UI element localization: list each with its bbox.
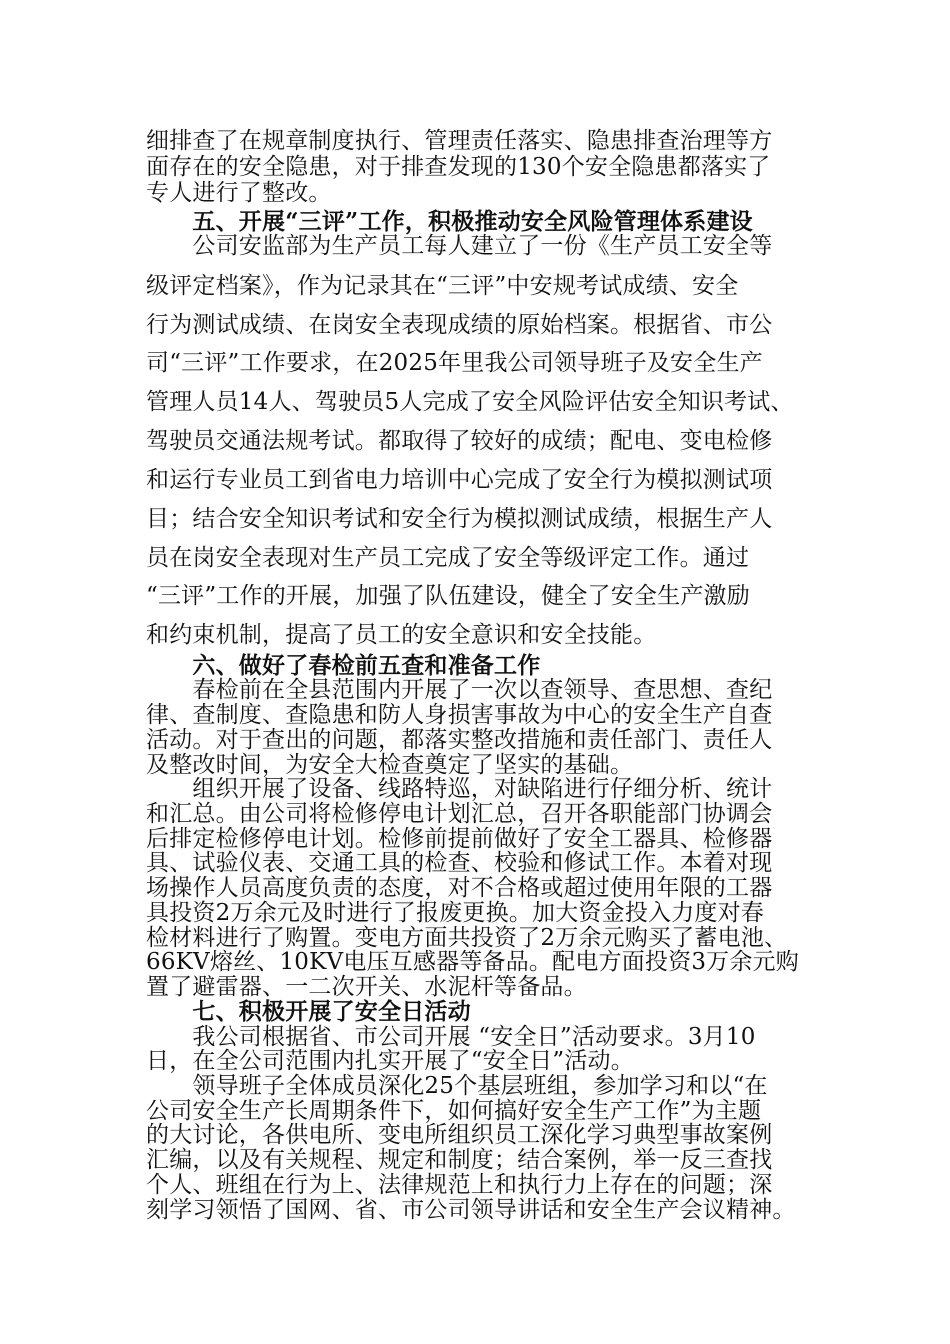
body-text-line: 和运行专业员工到省电力培训中心完成了安全行为模拟测试项 [146, 467, 773, 493]
body-text-line: 汇编，以及有关规程、规定和制度；结合案例，举一反三查找 [146, 1147, 773, 1173]
body-text-line: 和汇总。由公司将检修停电计划汇总，召开各职能部门协调会 [146, 801, 773, 827]
section-heading: 六、做好了春检前五查和准备工作 [146, 652, 541, 679]
body-text-line: 后排定检修停电计划。检修前提前做好了安全工器具、检修器 [146, 826, 773, 852]
body-text-line: “三评”工作的开展，加强了队伍建设，健全了安全生产激励 [146, 583, 750, 609]
body-text-line: 66KV熔丝、10KV电压互感器等备品。配电方面投资3万余元购 [146, 949, 799, 975]
body-text-line: 及整改时间，为安全大检查奠定了坚实的基础。 [146, 752, 634, 778]
body-text-line: 公司安监部为生产员工每人建立了一份《生产员工安全等 [146, 233, 773, 259]
body-text-line: 面存在的安全隐患，对于排查发现的130个安全隐患都落实了 [146, 154, 771, 180]
body-text-line: 行为测试成绩、在岗安全表现成绩的原始档案。根据省、市公 [146, 312, 773, 338]
body-text-line: 我公司根据省、市公司开展 “安全日”活动要求。3月10 [146, 1024, 756, 1050]
body-text-line: 驾驶员交通法规考试。都取得了较好的成绩；配电、变电检修 [146, 428, 773, 454]
body-text-line: 的大讨论，各供电所、变电所组织员工深化学习典型事故案例 [146, 1122, 773, 1148]
body-text-line: 春检前在全县范围内开展了一次以查领导、查思想、查纪 [146, 677, 773, 703]
body-text-line: 和约束机制，提高了员工的安全意识和安全技能。 [146, 622, 657, 648]
body-text-line: 具投资2万余元及时进行了报废更换。加大资金投入力度对春 [146, 900, 765, 926]
body-text-line: 司“三评”工作要求，在2025年里我公司领导班子及安全生产 [146, 350, 763, 376]
body-text-line: 目；结合安全知识考试和安全行为模拟测试成绩，根据生产人 [146, 506, 773, 532]
body-text-line: 领导班子全体成员深化25个基层班组，参加学习和以“在 [146, 1073, 768, 1099]
body-text-line: 场操作人员高度负责的态度，对不合格或超过使用年限的工器 [146, 875, 773, 901]
body-text-line: 律、查制度、查隐患和防人身损害事故为中心的安全生产自查 [146, 702, 773, 728]
body-text-line: 公司安全生产长周期条件下，如何搞好安全生产工作”为主题 [146, 1098, 762, 1124]
body-text-line: 日，在全公司范围内扎实开展了“安全日”活动。 [146, 1048, 634, 1074]
body-text-line: 细排查了在规章制度执行、管理责任落实、隐患排查治理等方 [146, 128, 773, 154]
body-text-line: 组织开展了设备、线路特巡，对缺陷进行仔细分析、统计 [146, 776, 773, 802]
body-text-line: 活动。对于查出的问题，都落实整改措施和责任部门、责任人 [146, 727, 773, 753]
section-heading: 七、积极开展了安全日活动 [146, 998, 471, 1025]
body-text-line: 置了避雷器、一二次开关、水泥杆等备品。 [146, 974, 587, 1000]
body-text-line: 刻学习领悟了国网、省、市公司领导讲话和安全生产会议精神。 [146, 1197, 796, 1223]
section-heading: 五、开展“三评”工作，积极推动安全风险管理体系建设 [146, 208, 753, 235]
body-text-line: 专人进行了整改。 [146, 180, 332, 206]
body-text-line: 个人、班组在行为上、法律规范上和执行力上存在的问题；深 [146, 1172, 773, 1198]
body-text-line: 检材料进行了购置。变电方面共投资了2万余元购买了蓄电池、 [146, 925, 788, 951]
body-text-line: 员在岗安全表现对生产员工完成了安全等级评定工作。通过 [146, 545, 750, 571]
body-text-line: 具、试验仪表、交通工具的检查、校验和修试工作。本着对现 [146, 850, 773, 876]
body-text-line: 级评定档案》，作为记录其在“三评”中安规考试成绩、安全 [146, 273, 739, 299]
body-text-line: 管理人员14人、驾驶员5人完成了安全风险评估安全知识考试、 [146, 389, 794, 415]
